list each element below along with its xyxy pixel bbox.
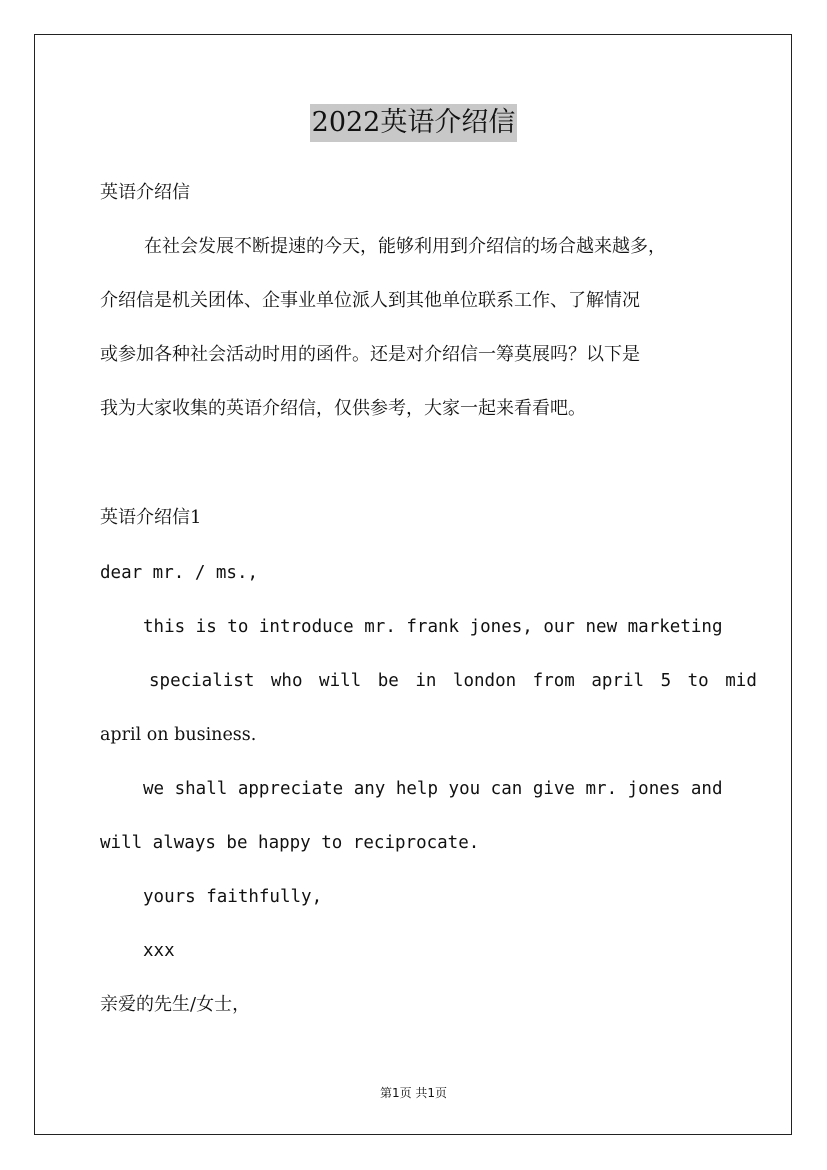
page-footer xyxy=(0,1084,827,1101)
intro-line-1: 在社会发展不断提速的今天，能够利用到介绍信的场合越来越多， xyxy=(144,236,666,257)
letter-closing: yours faithfully, xyxy=(143,887,323,907)
section-heading: 英语介绍信1 xyxy=(100,507,202,528)
letter-signature: xxx xyxy=(143,941,175,961)
document-title: 2022英语介绍信 xyxy=(310,104,518,142)
letter-salutation: dear mr. / ms., xyxy=(100,563,259,583)
subtitle: 英语介绍信 xyxy=(100,182,190,203)
letter-body-line-4: we shall appreciate any help you can give mr. jones and xyxy=(143,779,723,799)
letter-body-line-2: specialist who will be in london from april 5 to mid xyxy=(149,671,757,691)
letter-body-line-3: april on business. xyxy=(100,725,257,745)
letter-body-line-5: will always be happy to reciprocate. xyxy=(100,833,480,853)
intro-line-4: 我为大家收集的英语介绍信，仅供参考，大家一起来看看吧。 xyxy=(100,398,586,419)
intro-line-3: 或参加各种社会活动时用的函件。还是对介绍信一筹莫展吗？以下是 xyxy=(100,344,640,365)
intro-line-2: 介绍信是机关团体、企事业单位派人到其他单位联系工作、了解情况 xyxy=(100,290,640,311)
letter-body-line-1: this is to introduce mr. frank jones, our new marketing xyxy=(143,617,723,637)
title-container xyxy=(0,104,827,142)
chinese-salutation: 亲爱的先生/女士， xyxy=(100,994,251,1015)
page-number-label: 第1页 共1页 xyxy=(379,1086,448,1100)
